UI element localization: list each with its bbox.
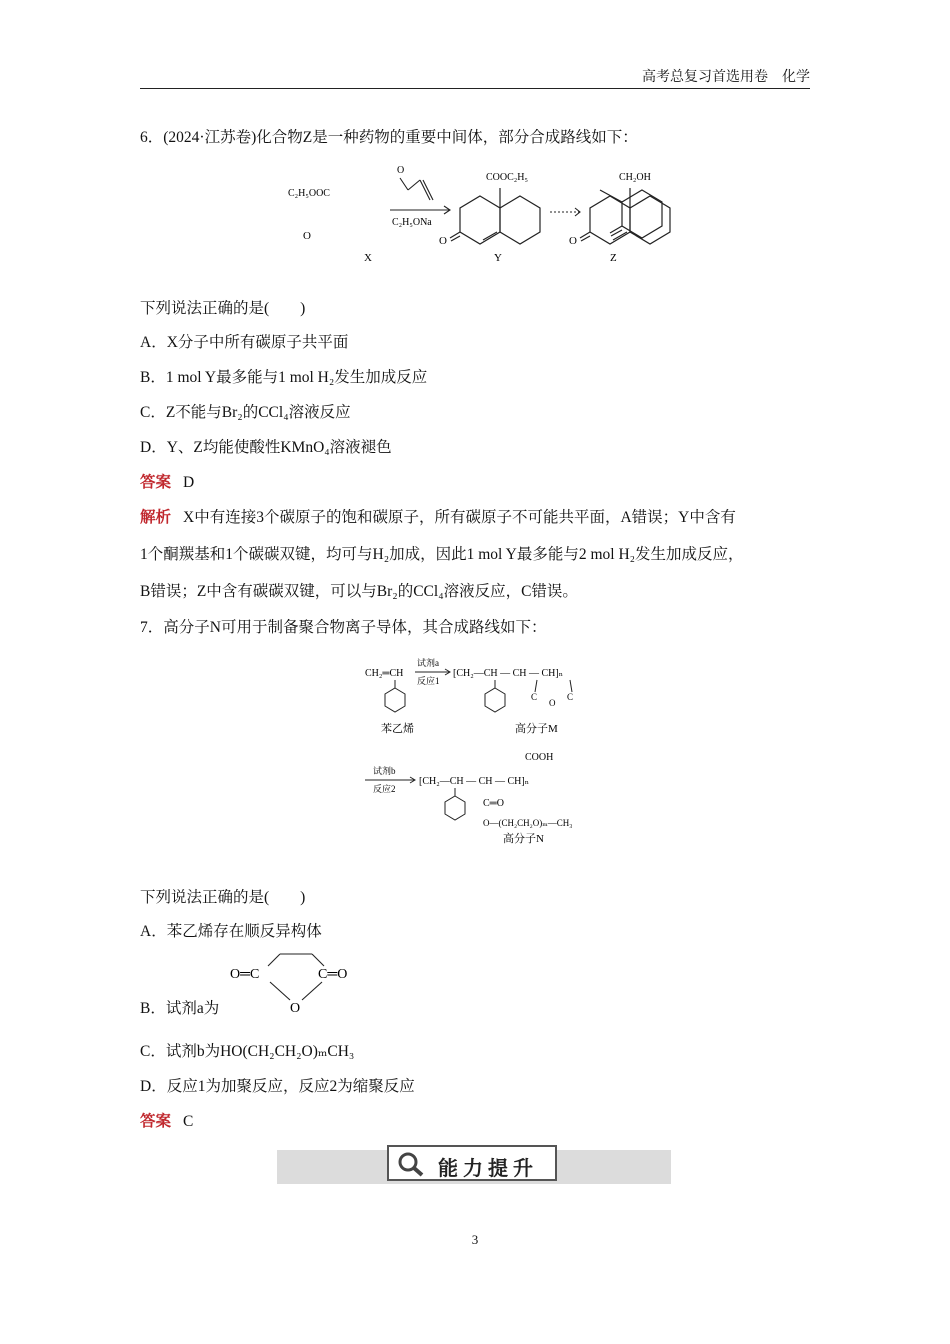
label-x: X — [364, 252, 372, 264]
compound-y-structure — [450, 188, 540, 244]
label-polymer-n: 高分子N — [503, 833, 544, 845]
y-oxygen: O — [439, 235, 447, 247]
polymer-m-chain: [CH₂—CH — CH — CH]ₙ — [453, 668, 564, 679]
reagent-base: C₂H₅ONa — [392, 217, 432, 228]
y-substituent: COOC₂H₅ — [486, 172, 528, 183]
q6-answer — [140, 473, 194, 493]
label-z: Z — [610, 252, 617, 264]
polymer-n-ring — [445, 788, 465, 820]
label-y: Y — [494, 252, 502, 264]
answer-value: C — [183, 1113, 194, 1130]
reaction-1: 反应1 — [417, 676, 440, 686]
q6-stem: 6．(2024·江苏卷)化合物Z是一种药物的重要中间体，部分合成路线如下： — [140, 129, 638, 146]
styrene-formula: CH₂═CH — [365, 668, 404, 679]
analysis-text-1: X中有连接3个碳原子的饱和碳原子，所有碳原子不可能共平面，A错误；Y中含有 — [183, 509, 736, 526]
q6-option-c: C．Z不能与Br₂的CCl₄溶液反应 — [140, 404, 351, 421]
z-substituent: CH₂OH — [619, 172, 651, 183]
n-cooh: COOH — [525, 752, 554, 763]
compound-z-structure — [580, 188, 670, 244]
enone-oxygen: O — [397, 165, 405, 176]
q6-option-d: D．Y、Z均能使酸性KMnO₄溶液褪色 — [140, 439, 392, 456]
anhydride-right: C═O — [318, 967, 348, 982]
q7-reaction-scheme — [355, 648, 625, 853]
enone-reagent — [390, 178, 450, 214]
magnifier-icon — [395, 1150, 427, 1178]
reagent-a: 试剂a — [417, 658, 439, 668]
m-c2: C — [567, 692, 574, 702]
section-banner-text: 能力提升 — [438, 1156, 538, 1180]
answer-label: 答案 — [140, 1113, 172, 1130]
arrow-2 — [365, 777, 415, 783]
q6-analysis-line-2: 1个酮羰基和1个碳碳双键，均可与H₂加成，因此1 mol Y最多能与2 mol H₂发生加成反应， — [140, 546, 744, 563]
styrene-benzene-ring — [385, 680, 405, 712]
reagent-b: 试剂b — [373, 766, 396, 776]
q6-reaction-scheme — [280, 160, 680, 265]
q6-question: 下列说法正确的是( ) — [140, 300, 306, 317]
q7-stem: 7．高分子N可用于制备聚合物离子导体，其合成路线如下： — [140, 619, 547, 636]
q7-option-a: A．苯乙烯存在顺反异构体 — [140, 923, 322, 940]
n-ester: O—(CH₂CH₂O)ₘ—CH₃ — [483, 818, 573, 828]
page-number: 3 — [471, 1232, 479, 1247]
q6-option-b: B．1 mol Y最多能与1 mol H₂发生加成反应 — [140, 369, 428, 386]
m-o: O — [549, 698, 556, 708]
n-carbonyl: C═O — [483, 798, 504, 809]
q7-question: 下列说法正确的是( ) — [140, 889, 306, 906]
z-oxygen: O — [569, 235, 577, 247]
answer-value: D — [183, 474, 195, 491]
q7-option-d: D．反应1为加聚反应，反应2为缩聚反应 — [140, 1078, 415, 1095]
x-oxygen: O — [303, 230, 311, 242]
q7-answer — [140, 1112, 193, 1132]
m-c1: C — [531, 692, 538, 702]
dotted-arrow — [550, 208, 580, 216]
anhydride-structure — [228, 950, 368, 1020]
q7-option-b: B．试剂a为 — [140, 1000, 220, 1017]
arrow-1 — [415, 669, 450, 675]
q6-analysis-line-1 — [140, 508, 736, 528]
anhydride-left: O═C — [230, 967, 260, 982]
label-styrene: 苯乙烯 — [381, 723, 414, 735]
header-title: 高考总复习首选用卷 化学 — [642, 70, 810, 85]
q6-option-a: A．X分子中所有碳原子共平面 — [140, 334, 349, 351]
q6-analysis-line-3: B错误；Z中含有碳碳双键，可以与Br₂的CCl₄溶液反应，C错误。 — [140, 583, 578, 600]
polymer-n-chain: [CH₂—CH — CH — CH]ₙ — [419, 776, 530, 787]
analysis-label: 解析 — [140, 509, 172, 526]
x-substituent: C₂H₅OOC — [288, 188, 330, 199]
polymer-m-rings — [485, 680, 572, 712]
label-polymer-m: 高分子M — [515, 723, 558, 735]
answer-label: 答案 — [140, 474, 172, 491]
page-header — [140, 62, 810, 89]
q7-option-c: C．试剂b为HO(CH₂CH₂O)ₘCH₃ — [140, 1043, 355, 1060]
reaction-2: 反应2 — [373, 784, 396, 794]
anhydride-oxygen: O — [290, 1001, 301, 1016]
